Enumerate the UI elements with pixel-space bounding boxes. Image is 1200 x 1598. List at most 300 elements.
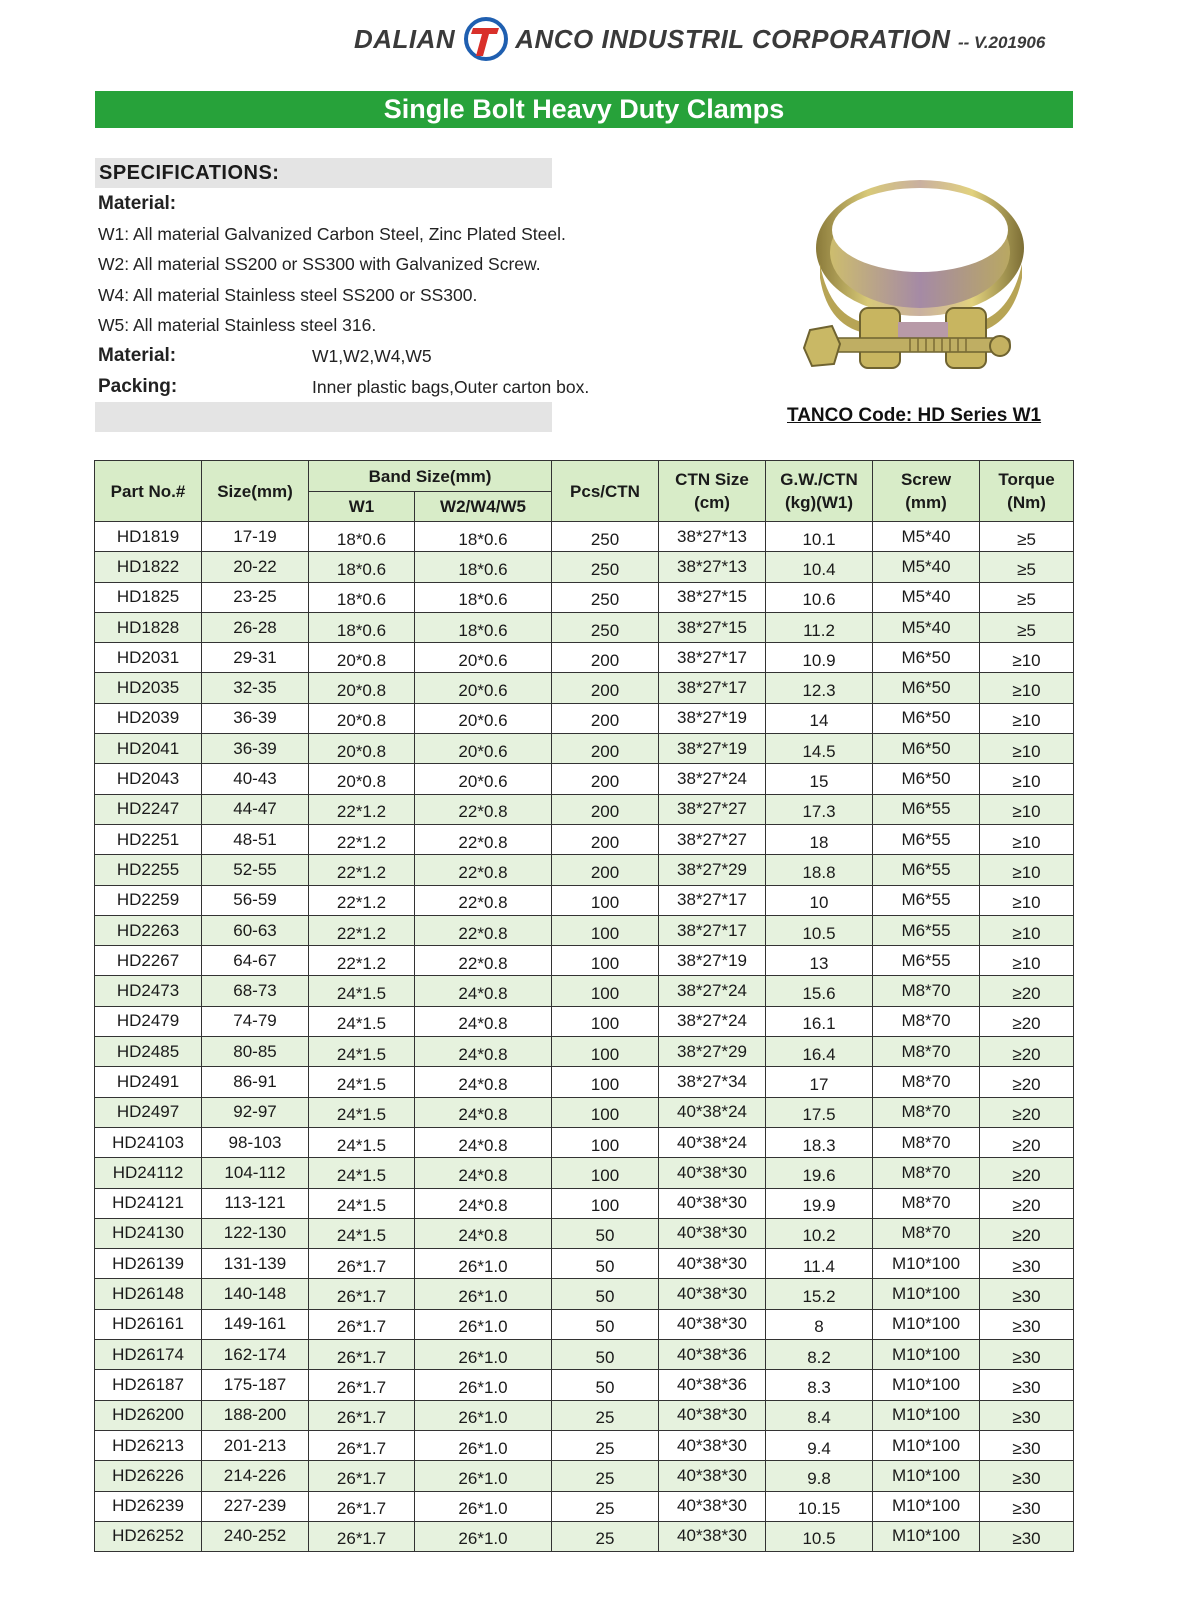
cell-band-w1: 18*0.6 (309, 582, 415, 612)
cell-band-w1: 22*1.2 (309, 885, 415, 915)
cell-torque: ≥30 (980, 1461, 1074, 1491)
cell-size: 175-187 (202, 1370, 309, 1400)
cell-size: 48-51 (202, 824, 309, 854)
cell-part-no: HD2267 (95, 946, 202, 976)
cell-band-w1: 18*0.6 (309, 552, 415, 582)
cell-torque: ≥30 (980, 1309, 1074, 1339)
cell-part-no: HD2491 (95, 1067, 202, 1097)
material-label: Material: (98, 345, 177, 366)
cell-part-no: HD26213 (95, 1430, 202, 1460)
cell-part-no: HD2259 (95, 885, 202, 915)
cell-band-w2w4w5: 26*1.0 (415, 1400, 552, 1430)
cell-gw-ctn: 10 (766, 885, 873, 915)
cell-band-w2w4w5: 24*0.8 (415, 1037, 552, 1067)
cell-pcs-ctn: 100 (552, 1127, 659, 1157)
cell-band-w2w4w5: 26*1.0 (415, 1279, 552, 1309)
cell-part-no: HD26139 (95, 1249, 202, 1279)
cell-pcs-ctn: 200 (552, 673, 659, 703)
cell-band-w2w4w5: 24*0.8 (415, 976, 552, 1006)
cell-band-w1: 18*0.6 (309, 612, 415, 642)
cell-band-w1: 18*0.6 (309, 522, 415, 552)
cell-band-w2w4w5: 22*0.8 (415, 794, 552, 824)
cell-part-no: HD1822 (95, 552, 202, 582)
cell-torque: ≥10 (980, 855, 1074, 885)
cell-screw: M6*55 (873, 885, 980, 915)
cell-screw: M6*50 (873, 703, 980, 733)
cell-gw-ctn: 10.4 (766, 552, 873, 582)
table-row (95, 1461, 1074, 1491)
cell-size: 60-63 (202, 915, 309, 945)
cell-size: 162-174 (202, 1340, 309, 1370)
cell-gw-ctn: 14.5 (766, 734, 873, 764)
cell-torque: ≥20 (980, 976, 1074, 1006)
cell-pcs-ctn: 50 (552, 1249, 659, 1279)
cell-torque: ≥10 (980, 946, 1074, 976)
cell-pcs-ctn: 25 (552, 1461, 659, 1491)
cell-band-w1: 26*1.7 (309, 1340, 415, 1370)
cell-part-no: HD2255 (95, 855, 202, 885)
cell-screw: M10*100 (873, 1461, 980, 1491)
table-row (95, 1127, 1074, 1157)
cell-part-no: HD24112 (95, 1158, 202, 1188)
cell-screw: M8*70 (873, 1037, 980, 1067)
table-row (95, 643, 1074, 673)
cell-torque: ≥30 (980, 1400, 1074, 1430)
cell-screw: M6*55 (873, 794, 980, 824)
cell-screw: M10*100 (873, 1370, 980, 1400)
cell-size: 74-79 (202, 1006, 309, 1036)
page-title: Single Bolt Heavy Duty Clamps (95, 91, 1073, 128)
header-ctn-size-line1: CTN Size (675, 470, 749, 489)
cell-band-w2w4w5: 20*0.6 (415, 673, 552, 703)
cell-pcs-ctn: 250 (552, 582, 659, 612)
cell-band-w1: 24*1.5 (309, 1037, 415, 1067)
cell-torque: ≥20 (980, 1188, 1074, 1218)
cell-ctn-size: 38*27*17 (659, 673, 766, 703)
cell-screw: M8*70 (873, 1097, 980, 1127)
table-row (95, 1309, 1074, 1339)
cell-ctn-size: 38*27*15 (659, 582, 766, 612)
cell-band-w2w4w5: 24*0.8 (415, 1097, 552, 1127)
specification-table (94, 460, 1074, 1552)
cell-torque: ≥20 (980, 1127, 1074, 1157)
cell-pcs-ctn: 100 (552, 946, 659, 976)
cell-band-w2w4w5: 26*1.0 (415, 1521, 552, 1551)
header-torque-line1: Torque (998, 470, 1055, 489)
cell-screw: M8*70 (873, 1006, 980, 1036)
cell-gw-ctn: 8.2 (766, 1340, 873, 1370)
specifications-heading: SPECIFICATIONS: (95, 158, 552, 188)
cell-part-no: HD26226 (95, 1461, 202, 1491)
table-row (95, 1249, 1074, 1279)
cell-torque: ≥30 (980, 1491, 1074, 1521)
cell-size: 86-91 (202, 1067, 309, 1097)
cell-ctn-size: 40*38*30 (659, 1400, 766, 1430)
cell-gw-ctn: 19.6 (766, 1158, 873, 1188)
material-heading: Material: (98, 193, 177, 214)
header-torque-line2: (Nm) (1007, 493, 1046, 512)
cell-band-w2w4w5: 24*0.8 (415, 1188, 552, 1218)
cell-band-w1: 26*1.7 (309, 1370, 415, 1400)
cell-gw-ctn: 16.4 (766, 1037, 873, 1067)
cell-band-w2w4w5: 20*0.6 (415, 643, 552, 673)
cell-torque: ≥10 (980, 703, 1074, 733)
cell-pcs-ctn: 50 (552, 1218, 659, 1248)
cell-torque: ≥5 (980, 552, 1074, 582)
cell-band-w2w4w5: 20*0.6 (415, 764, 552, 794)
cell-ctn-size: 40*38*24 (659, 1127, 766, 1157)
cell-gw-ctn: 13 (766, 946, 873, 976)
cell-band-w1: 22*1.2 (309, 915, 415, 945)
cell-size: 40-43 (202, 764, 309, 794)
cell-torque: ≥20 (980, 1067, 1074, 1097)
cell-band-w1: 24*1.5 (309, 1127, 415, 1157)
cell-part-no: HD26148 (95, 1279, 202, 1309)
cell-pcs-ctn: 25 (552, 1400, 659, 1430)
cell-band-w2w4w5: 22*0.8 (415, 885, 552, 915)
cell-part-no: HD24130 (95, 1218, 202, 1248)
cell-gw-ctn: 19.9 (766, 1188, 873, 1218)
cell-gw-ctn: 8.3 (766, 1370, 873, 1400)
cell-ctn-size: 40*38*30 (659, 1521, 766, 1551)
cell-band-w1: 22*1.2 (309, 794, 415, 824)
table-row (95, 794, 1074, 824)
cell-screw: M6*55 (873, 855, 980, 885)
material-value: W1,W2,W4,W5 (312, 346, 432, 366)
cell-screw: M5*40 (873, 522, 980, 552)
cell-pcs-ctn: 200 (552, 703, 659, 733)
cell-band-w1: 24*1.5 (309, 1188, 415, 1218)
cell-band-w2w4w5: 26*1.0 (415, 1340, 552, 1370)
table-row (95, 1006, 1074, 1036)
header-screw-line2: (mm) (905, 493, 947, 512)
cell-pcs-ctn: 100 (552, 915, 659, 945)
cell-torque: ≥5 (980, 522, 1074, 552)
cell-screw: M10*100 (873, 1340, 980, 1370)
table-row (95, 824, 1074, 854)
cell-gw-ctn: 16.1 (766, 1006, 873, 1036)
cell-size: 214-226 (202, 1461, 309, 1491)
cell-gw-ctn: 8 (766, 1309, 873, 1339)
table-row (95, 673, 1074, 703)
cell-pcs-ctn: 25 (552, 1521, 659, 1551)
cell-ctn-size: 40*38*30 (659, 1491, 766, 1521)
cell-gw-ctn: 10.2 (766, 1218, 873, 1248)
cell-torque: ≥30 (980, 1430, 1074, 1460)
spec-line-w5: W5: All material Stainless steel 316. (98, 315, 377, 335)
cell-screw: M5*40 (873, 582, 980, 612)
cell-size: 131-139 (202, 1249, 309, 1279)
cell-screw: M6*50 (873, 734, 980, 764)
cell-screw: M8*70 (873, 1067, 980, 1097)
cell-gw-ctn: 10.9 (766, 643, 873, 673)
cell-part-no: HD26174 (95, 1340, 202, 1370)
cell-pcs-ctn: 100 (552, 1067, 659, 1097)
cell-pcs-ctn: 200 (552, 855, 659, 885)
cell-pcs-ctn: 200 (552, 824, 659, 854)
cell-band-w2w4w5: 18*0.6 (415, 612, 552, 642)
cell-ctn-size: 40*38*30 (659, 1461, 766, 1491)
cell-gw-ctn: 12.3 (766, 673, 873, 703)
cell-pcs-ctn: 200 (552, 643, 659, 673)
cell-size: 104-112 (202, 1158, 309, 1188)
table-row (95, 855, 1074, 885)
cell-torque: ≥10 (980, 764, 1074, 794)
cell-size: 149-161 (202, 1309, 309, 1339)
cell-band-w1: 26*1.7 (309, 1249, 415, 1279)
packing-value: Inner plastic bags,Outer carton box. (312, 377, 590, 397)
cell-band-w2w4w5: 18*0.6 (415, 582, 552, 612)
cell-screw: M10*100 (873, 1400, 980, 1430)
spec-line-w1: W1: All material Galvanized Carbon Steel, Zinc Plated Steel. (98, 224, 566, 244)
cell-torque: ≥30 (980, 1340, 1074, 1370)
cell-torque: ≥10 (980, 915, 1074, 945)
cell-torque: ≥30 (980, 1279, 1074, 1309)
cell-part-no: HD26200 (95, 1400, 202, 1430)
cell-part-no: HD2035 (95, 673, 202, 703)
cell-torque: ≥10 (980, 734, 1074, 764)
cell-band-w1: 24*1.5 (309, 1158, 415, 1188)
cell-ctn-size: 40*38*30 (659, 1188, 766, 1218)
cell-ctn-size: 40*38*30 (659, 1218, 766, 1248)
cell-part-no: HD2485 (95, 1037, 202, 1067)
cell-torque: ≥10 (980, 885, 1074, 915)
header-part-no: Part No.# (95, 461, 202, 522)
cell-gw-ctn: 15.2 (766, 1279, 873, 1309)
product-caption: TANCO Code: HD Series W1 (787, 405, 1042, 426)
cell-band-w1: 20*0.8 (309, 734, 415, 764)
table-row (95, 1340, 1074, 1370)
cell-part-no: HD26239 (95, 1491, 202, 1521)
cell-screw: M8*70 (873, 1127, 980, 1157)
cell-screw: M6*50 (873, 673, 980, 703)
cell-ctn-size: 38*27*13 (659, 552, 766, 582)
header-ctn-size (659, 461, 766, 522)
cell-torque: ≥10 (980, 673, 1074, 703)
cell-ctn-size: 38*27*19 (659, 946, 766, 976)
cell-gw-ctn: 18.3 (766, 1127, 873, 1157)
cell-band-w2w4w5: 24*0.8 (415, 1067, 552, 1097)
cell-band-w1: 26*1.7 (309, 1279, 415, 1309)
cell-size: 201-213 (202, 1430, 309, 1460)
cell-part-no: HD2247 (95, 794, 202, 824)
header-torque (980, 461, 1074, 522)
table-row (95, 1097, 1074, 1127)
cell-size: 52-55 (202, 855, 309, 885)
cell-band-w1: 26*1.7 (309, 1461, 415, 1491)
table-row (95, 734, 1074, 764)
spec-line-w4: W4: All material Stainless steel SS200 or SS300. (98, 285, 478, 305)
cell-screw: M6*50 (873, 764, 980, 794)
cell-screw: M8*70 (873, 1218, 980, 1248)
cell-gw-ctn: 17.5 (766, 1097, 873, 1127)
header-ctn-size-line2: (cm) (694, 493, 730, 512)
cell-pcs-ctn: 100 (552, 1188, 659, 1218)
cell-part-no: HD26187 (95, 1370, 202, 1400)
cell-size: 188-200 (202, 1400, 309, 1430)
cell-band-w1: 26*1.7 (309, 1521, 415, 1551)
cell-torque: ≥10 (980, 794, 1074, 824)
cell-part-no: HD2497 (95, 1097, 202, 1127)
cell-gw-ctn: 17 (766, 1067, 873, 1097)
table-row (95, 946, 1074, 976)
cell-part-no: HD2251 (95, 824, 202, 854)
hose-clamp-image (800, 168, 1040, 398)
cell-band-w2w4w5: 24*0.8 (415, 1006, 552, 1036)
header-gw-line2: (kg)(W1) (785, 493, 853, 512)
cell-part-no: HD2479 (95, 1006, 202, 1036)
cell-ctn-size: 38*27*27 (659, 794, 766, 824)
cell-size: 122-130 (202, 1218, 309, 1248)
cell-size: 80-85 (202, 1037, 309, 1067)
table-row (95, 703, 1074, 733)
cell-band-w2w4w5: 26*1.0 (415, 1461, 552, 1491)
table-row (95, 1430, 1074, 1460)
cell-gw-ctn: 10.1 (766, 522, 873, 552)
cell-gw-ctn: 10.6 (766, 582, 873, 612)
table-row (95, 612, 1074, 642)
cell-screw: M10*100 (873, 1279, 980, 1309)
cell-pcs-ctn: 100 (552, 1097, 659, 1127)
cell-gw-ctn: 11.4 (766, 1249, 873, 1279)
cell-gw-ctn: 8.4 (766, 1400, 873, 1430)
cell-pcs-ctn: 200 (552, 734, 659, 764)
cell-band-w1: 26*1.7 (309, 1430, 415, 1460)
cell-screw: M10*100 (873, 1249, 980, 1279)
cell-ctn-size: 38*27*19 (659, 734, 766, 764)
cell-pcs-ctn: 100 (552, 1006, 659, 1036)
table-row (95, 1279, 1074, 1309)
cell-screw: M10*100 (873, 1521, 980, 1551)
cell-band-w2w4w5: 22*0.8 (415, 946, 552, 976)
cell-ctn-size: 38*27*13 (659, 522, 766, 552)
cell-torque: ≥5 (980, 582, 1074, 612)
cell-gw-ctn: 11.2 (766, 612, 873, 642)
table-row (95, 1491, 1074, 1521)
cell-screw: M6*50 (873, 643, 980, 673)
cell-band-w2w4w5: 22*0.8 (415, 824, 552, 854)
cell-part-no: HD2041 (95, 734, 202, 764)
cell-torque: ≥30 (980, 1249, 1074, 1279)
cell-size: 64-67 (202, 946, 309, 976)
cell-band-w1: 24*1.5 (309, 1218, 415, 1248)
cell-screw: M10*100 (873, 1309, 980, 1339)
cell-band-w1: 24*1.5 (309, 1067, 415, 1097)
cell-torque: ≥20 (980, 1006, 1074, 1036)
cell-part-no: HD24103 (95, 1127, 202, 1157)
cell-part-no: HD2043 (95, 764, 202, 794)
cell-screw: M5*40 (873, 552, 980, 582)
cell-size: 56-59 (202, 885, 309, 915)
table-row (95, 915, 1074, 945)
table-row (95, 522, 1074, 552)
cell-screw: M5*40 (873, 612, 980, 642)
cell-size: 29-31 (202, 643, 309, 673)
cell-pcs-ctn: 25 (552, 1430, 659, 1460)
cell-size: 140-148 (202, 1279, 309, 1309)
cell-pcs-ctn: 200 (552, 764, 659, 794)
table-row (95, 1521, 1074, 1551)
cell-screw: M8*70 (873, 1158, 980, 1188)
cell-size: 36-39 (202, 734, 309, 764)
cell-pcs-ctn: 100 (552, 885, 659, 915)
cell-band-w1: 24*1.5 (309, 976, 415, 1006)
header-screw-line1: Screw (900, 470, 952, 489)
cell-pcs-ctn: 250 (552, 552, 659, 582)
cell-ctn-size: 38*27*34 (659, 1067, 766, 1097)
cell-size: 32-35 (202, 673, 309, 703)
cell-ctn-size: 38*27*15 (659, 612, 766, 642)
cell-part-no: HD1819 (95, 522, 202, 552)
cell-size: 113-121 (202, 1188, 309, 1218)
cell-ctn-size: 40*38*30 (659, 1158, 766, 1188)
cell-ctn-size: 38*27*29 (659, 855, 766, 885)
cell-band-w1: 20*0.8 (309, 673, 415, 703)
cell-ctn-size: 38*27*29 (659, 1037, 766, 1067)
cell-ctn-size: 38*27*24 (659, 1006, 766, 1036)
cell-part-no: HD2473 (95, 976, 202, 1006)
table-row (95, 1067, 1074, 1097)
cell-ctn-size: 40*38*36 (659, 1370, 766, 1400)
cell-band-w2w4w5: 24*0.8 (415, 1127, 552, 1157)
cell-screw: M10*100 (873, 1491, 980, 1521)
header-band-size: Band Size(mm) (309, 461, 552, 492)
company-header (354, 14, 950, 64)
table-row (95, 976, 1074, 1006)
cell-gw-ctn: 9.8 (766, 1461, 873, 1491)
cell-pcs-ctn: 100 (552, 1037, 659, 1067)
cell-size: 36-39 (202, 703, 309, 733)
cell-band-w2w4w5: 26*1.0 (415, 1309, 552, 1339)
header-w1: W1 (309, 492, 415, 522)
table-body (95, 522, 1074, 1552)
cell-size: 92-97 (202, 1097, 309, 1127)
cell-ctn-size: 40*38*30 (659, 1309, 766, 1339)
version-label: -- V.201906 (958, 33, 1046, 52)
cell-ctn-size: 40*38*36 (659, 1340, 766, 1370)
cell-ctn-size: 40*38*30 (659, 1249, 766, 1279)
cell-band-w2w4w5: 26*1.0 (415, 1370, 552, 1400)
table-row (95, 1218, 1074, 1248)
cell-band-w1: 20*0.8 (309, 764, 415, 794)
tanco-logo-icon (463, 16, 509, 62)
cell-torque: ≥20 (980, 1158, 1074, 1188)
header-gw-ctn (766, 461, 873, 522)
cell-ctn-size: 40*38*30 (659, 1430, 766, 1460)
cell-ctn-size: 38*27*17 (659, 915, 766, 945)
cell-screw: M6*55 (873, 915, 980, 945)
cell-gw-ctn: 9.4 (766, 1430, 873, 1460)
cell-gw-ctn: 14 (766, 703, 873, 733)
cell-band-w2w4w5: 24*0.8 (415, 1218, 552, 1248)
cell-band-w2w4w5: 20*0.6 (415, 703, 552, 733)
packing-label: Packing: (98, 376, 178, 397)
table-row (95, 582, 1074, 612)
table-row (95, 885, 1074, 915)
cell-band-w1: 22*1.2 (309, 824, 415, 854)
cell-band-w2w4w5: 26*1.0 (415, 1249, 552, 1279)
cell-band-w2w4w5: 18*0.6 (415, 552, 552, 582)
cell-pcs-ctn: 25 (552, 1491, 659, 1521)
cell-band-w1: 24*1.5 (309, 1006, 415, 1036)
cell-part-no: HD1825 (95, 582, 202, 612)
table-row (95, 1370, 1074, 1400)
table-row (95, 764, 1074, 794)
cell-ctn-size: 38*27*17 (659, 885, 766, 915)
cell-band-w2w4w5: 18*0.6 (415, 522, 552, 552)
spec-line-w2: W2: All material SS200 or SS300 with Galvanized Screw. (98, 254, 541, 274)
cell-pcs-ctn: 250 (552, 612, 659, 642)
